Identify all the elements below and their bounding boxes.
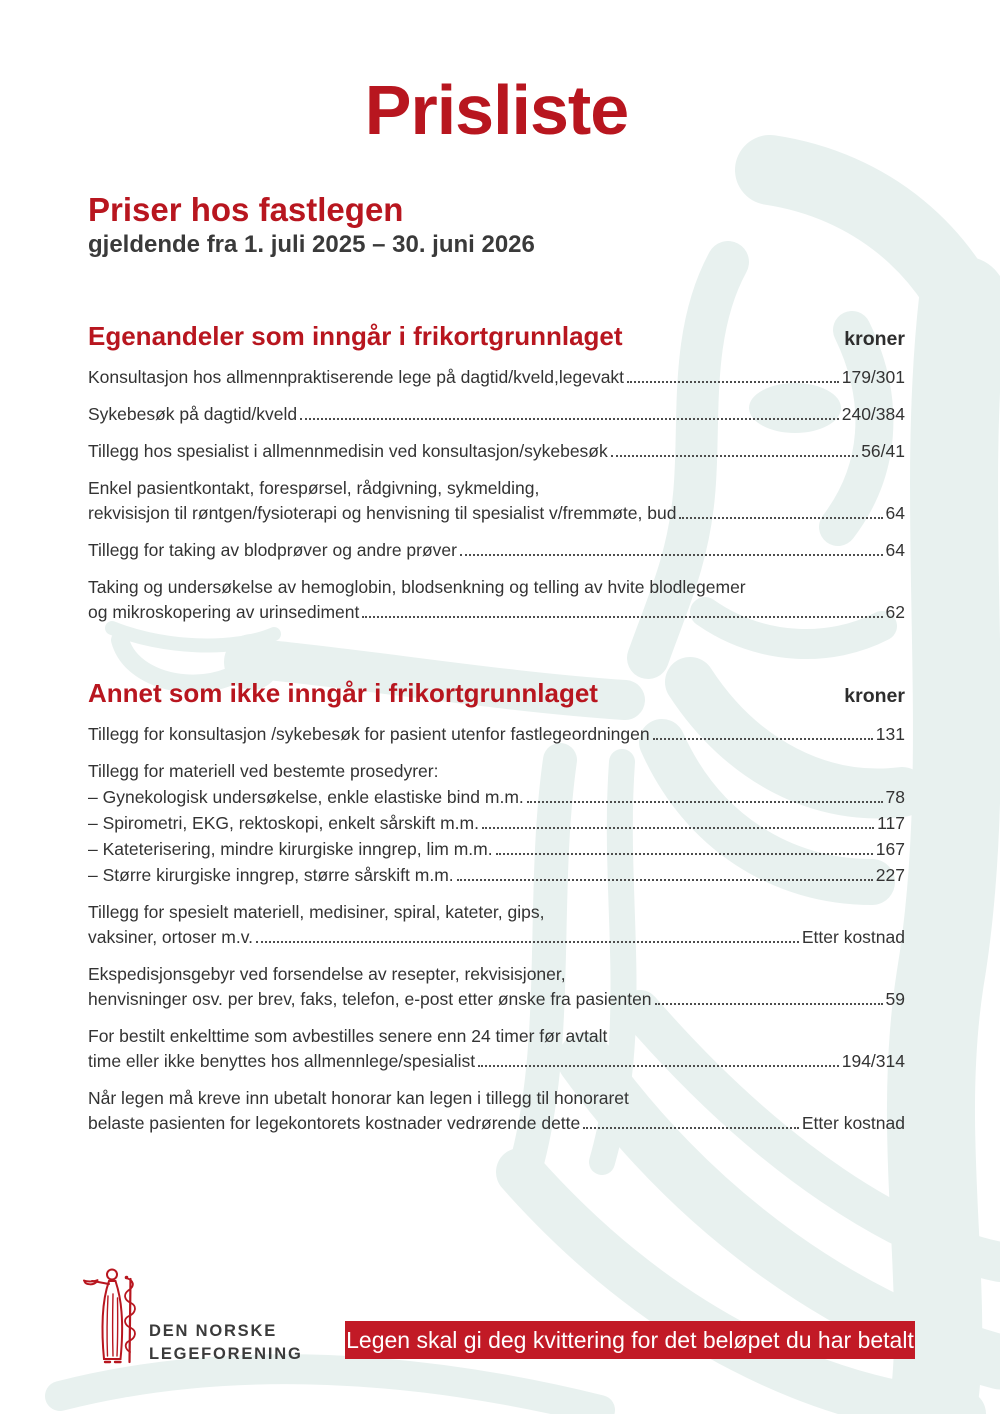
price-rows	[88, 722, 905, 1136]
row-price: 62	[885, 602, 905, 622]
row-label: og mikroskopering av urinsediment	[88, 602, 360, 622]
price-row	[88, 759, 905, 784]
leader-line	[88, 600, 905, 625]
dotted-leader	[653, 738, 873, 740]
row-price: 227	[875, 865, 905, 885]
row-label: Enkel pasientkontakt, forespørsel, rådgivning, sykmelding,	[88, 478, 540, 498]
price-row	[88, 837, 905, 862]
row-label: – Større kirurgiske inngrep, større sårskift m.m.	[88, 865, 454, 885]
price-row	[88, 365, 905, 390]
row-price: 167	[875, 839, 905, 859]
leader-line	[88, 785, 905, 810]
dotted-leader	[679, 517, 882, 519]
validity-period: gjeldende fra 1. juli 2025 – 30. juni 2026	[88, 231, 535, 258]
price-row	[88, 900, 905, 950]
price-row	[88, 863, 905, 888]
price-row	[88, 1086, 905, 1136]
dotted-leader	[362, 616, 882, 618]
row-label: For bestilt enkelttime som avbestilles senere enn 24 timer før avtalt	[88, 1026, 608, 1046]
row-label: Tillegg for konsultasjon /sykebesøk for pasient utenfor fastlegeordningen	[88, 724, 650, 744]
price-rows	[88, 365, 905, 625]
row-label: vaksiner, ortoser m.v.	[88, 927, 254, 947]
receipt-banner-text: Legen skal gi deg kvittering for det beløpet du har betalt	[346, 1326, 914, 1353]
row-price: 240/384	[841, 404, 905, 424]
subtitle: Priser hos fastlegen	[88, 191, 404, 228]
document-header	[88, 192, 905, 260]
row-label: henvisninger osv. per brev, faks, telefon, e-post etter ønske fra pasienten	[88, 989, 652, 1009]
unit-column-label: kroner	[844, 685, 905, 707]
row-label: Ekspedisjonsgebyr ved forsendelse av resepter, rekvisisjoner,	[88, 964, 566, 984]
unit-column-label: kroner	[844, 328, 905, 350]
dotted-leader	[611, 455, 858, 457]
row-price: Etter kostnad	[801, 1113, 905, 1133]
leader-line	[88, 402, 905, 427]
dotted-leader	[583, 1127, 799, 1129]
price-row	[88, 575, 905, 625]
row-label: rekvisisjon til røntgen/fysioterapi og henvisning til spesialist v/fremmøte, bud	[88, 503, 677, 523]
price-row	[88, 785, 905, 810]
organization-name	[149, 1320, 303, 1366]
price-row	[88, 402, 905, 427]
row-label: Når legen må kreve inn ubetalt honorar kan legen i tillegg til honoraret	[88, 1088, 629, 1108]
leader-line	[88, 863, 905, 888]
leader-line	[88, 439, 905, 464]
price-row	[88, 1024, 905, 1074]
price-row	[88, 538, 905, 563]
row-label: Tillegg for taking av blodprøver og andre prøver	[88, 540, 457, 560]
receipt-banner	[345, 1321, 915, 1359]
dotted-leader	[496, 853, 873, 855]
row-price: 179/301	[841, 367, 905, 387]
row-price: 56/41	[861, 441, 905, 461]
dotted-leader	[300, 418, 839, 420]
row-label: Taking og undersøkelse av hemoglobin, blodsenkning og telling av hvite blodlegemer	[88, 577, 746, 597]
dotted-leader	[478, 1065, 839, 1067]
row-price: 131	[875, 724, 905, 744]
row-price: 59	[885, 989, 905, 1009]
row-label: – Spirometri, EKG, rektoskopi, enkelt sårskift m.m.	[88, 813, 479, 833]
row-price: 78	[885, 787, 905, 807]
leader-line	[88, 987, 905, 1012]
row-label: – Gynekologisk undersøkelse, enkle elastiske bind m.m.	[88, 787, 524, 807]
row-price: 64	[885, 540, 905, 560]
price-row	[88, 439, 905, 464]
dotted-leader	[655, 1003, 883, 1005]
row-price: 117	[877, 813, 905, 833]
leader-line	[88, 1111, 905, 1136]
page-title: Prisliste	[364, 71, 629, 149]
price-section	[88, 677, 905, 1136]
leader-line	[88, 722, 905, 747]
section-title: Egenandeler som inngår i frikortgrunnlaget	[88, 321, 623, 351]
legeforening-logo-icon	[82, 1265, 142, 1367]
leader-line	[88, 365, 905, 390]
row-label: – Kateterisering, mindre kirurgiske inngrep, lim m.m.	[88, 839, 493, 859]
price-row	[88, 962, 905, 1012]
row-price: 64	[885, 503, 905, 523]
price-row	[88, 811, 905, 836]
price-row	[88, 722, 905, 747]
dotted-leader	[482, 827, 874, 829]
dotted-leader	[527, 801, 883, 803]
dotted-leader	[256, 941, 799, 943]
section-title: Annet som ikke inngår i frikortgrunnlaget	[88, 678, 598, 708]
dotted-leader	[460, 554, 883, 556]
price-sections	[88, 320, 905, 1136]
org-name-line1: DEN NORSKE	[149, 1322, 278, 1340]
row-label: Tillegg for spesielt materiell, medisiner, spiral, kateter, gips,	[88, 902, 545, 922]
dotted-leader	[457, 879, 873, 881]
org-name-line2: LEGEFORENING	[149, 1345, 303, 1363]
section-header	[88, 320, 905, 352]
row-label: Konsultasjon hos allmennpraktiserende lege på dagtid/kveld,legevakt	[88, 367, 625, 387]
leader-line	[88, 538, 905, 563]
row-price: 194/314	[841, 1051, 905, 1071]
row-label: Sykebesøk på dagtid/kveld	[88, 404, 298, 424]
leader-line	[88, 811, 905, 836]
row-label: Tillegg hos spesialist i allmennmedisin ved konsultasjon/sykebesøk	[88, 441, 608, 461]
leader-line	[88, 501, 905, 526]
dotted-leader	[627, 381, 839, 383]
row-label: time eller ikke benyttes hos allmennlege/spesialist	[88, 1051, 476, 1071]
leader-line	[88, 837, 905, 862]
price-row	[88, 476, 905, 526]
row-label: belaste pasienten for legekontorets kostnader vedrørende dette	[88, 1113, 581, 1133]
leader-line	[88, 1049, 905, 1074]
leader-line	[88, 925, 905, 950]
price-section	[88, 320, 905, 625]
section-header	[88, 677, 905, 709]
row-label: Tillegg for materiell ved bestemte prosedyrer:	[88, 761, 439, 781]
row-price: Etter kostnad	[801, 927, 905, 947]
